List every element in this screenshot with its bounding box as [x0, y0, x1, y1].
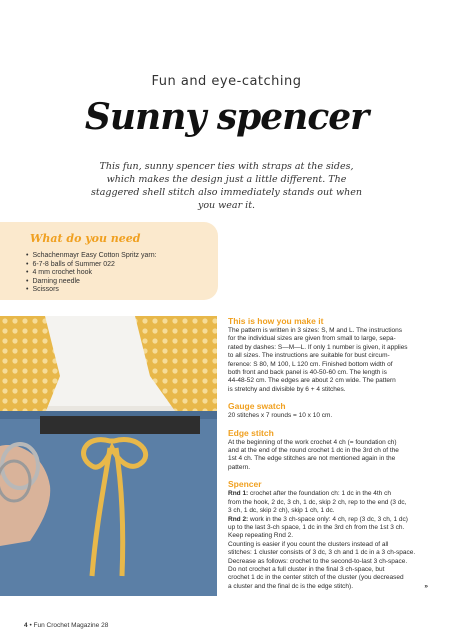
page-number: 4 [24, 622, 28, 629]
rnd1-text: crochet after the foundation ch: 1 dc in the 4th ch from the hook, 2 dc, 3 ch, 1 dc, skip 2 ch, rep to the end (3 dc, 3 ch, 1 dc, skip 2 ch), skip 1 ch, 1 dc. [228, 490, 407, 515]
footer-separator: • [29, 622, 32, 629]
instructions-column [228, 316, 428, 591]
materials-item: • 6-7-8 balls of Summer 022 [26, 261, 157, 270]
spencer-rnd2 [228, 516, 428, 541]
spencer-heading: Spencer [228, 479, 262, 490]
intro-text: This fun, sunny spencer ties with straps at the sides, which makes the design just a little different. The staggered shell stitch also immediately stands out when you wear it. [91, 161, 362, 211]
spencer-text [228, 541, 428, 591]
materials-item: • Schachenmayr Easy Cotton Spritz yarn: [26, 252, 157, 261]
materials-box [0, 222, 218, 300]
page-footer [24, 622, 108, 629]
gauge-text: 20 stitches x 7 rounds = 10 x 10 cm. [228, 412, 333, 420]
how-heading: This is how you make it [228, 316, 324, 326]
magazine-name: Fun Crochet Magazine 28 [33, 622, 109, 629]
materials-list [26, 252, 157, 295]
edge-text: At the beginning of the work crochet 4 ch (= foundation ch) and at the end of the round crochet 1 dc in the 3rd ch of the 1st 4 ch. The edge stitches are not mentioned again in the pattern. [228, 438, 399, 471]
how-text: The pattern is written in 3 sizes: S, M and L. The instructions for the individual sizes are given from small to large, sepa- rated by dashes: S—M—L. If only 1 number is given, it applies to all sizes. The instructions are suitable for bust circum- ference: S 80, M 100, L 120 cm. Finished bottom width of both front and back panel is 40-50-60 cm. The length is 44-48-52 cm. The edges are about 2 cm wide. The pattern is stretchy and divisible by 6 + 4 stitches. [228, 327, 408, 393]
rnd2-text: work in the 3 ch-space only: 4 ch, rep (3 dc, 3 ch, 1 dc) up to the last 3-ch space, 1 dc in the 3rd ch from the 1st 3 ch. Keep repeating Rnd 2. [228, 515, 408, 540]
rnd2-label: Rnd 2: [228, 515, 249, 523]
spencer-rnd1 [228, 490, 428, 515]
edge-heading: Edge stitch [228, 427, 274, 438]
materials-item: • Darning needle [26, 278, 157, 287]
continue-arrow: » [424, 582, 428, 590]
materials-heading: What do you need [30, 232, 141, 245]
spencer-photo [0, 316, 217, 596]
gauge-heading: Gauge swatch [228, 401, 286, 412]
kicker: Fun and eye-catching [151, 74, 302, 89]
spencer-photo-illustration [0, 316, 217, 596]
materials-item: • 4 mm crochet hook [26, 269, 157, 278]
spencer-counting-text: Counting is easier if you count the clusters instead of all stitches: 1 cluster consists of 3 dc, 3 ch and 1 dc in a 3 ch-space. Decrease as follows: crochet to the second-to-last 3 ch-space. Do not crochet a full cluster in the final 3 ch-space, but crochet 1 dc in the center stitch of the cluster (you decreased a cluster and the final dc is the edge stitch). [228, 540, 416, 590]
rnd1-label: Rnd 1: [228, 490, 249, 498]
page-title: Sunny spencer [84, 96, 369, 138]
materials-item: • Scissors [26, 286, 157, 295]
